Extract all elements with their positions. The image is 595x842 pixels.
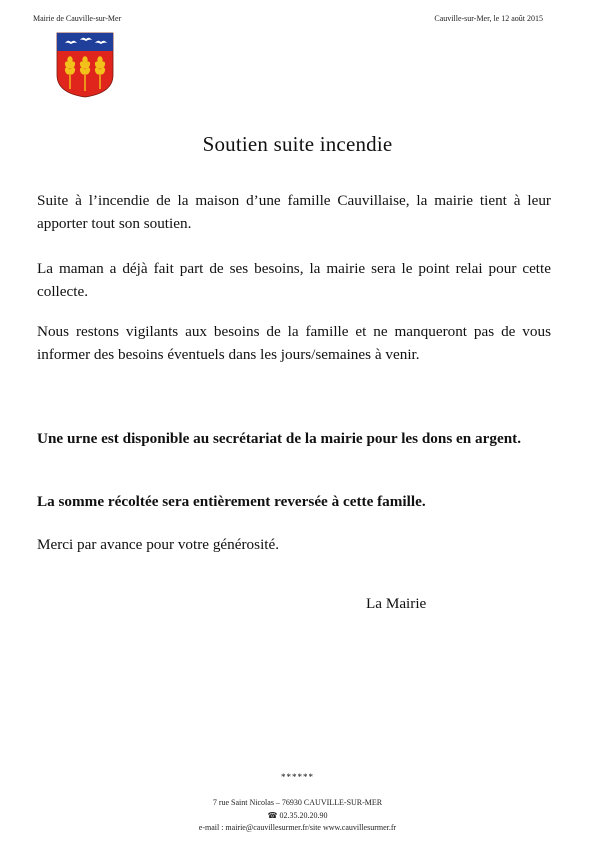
footer-phone-line: [0, 811, 595, 820]
sender-name: Mairie de Cauville-sur-Mer: [33, 14, 122, 23]
paragraph-collection: La maman a déjà fait part de ses besoins, la mairie sera le point relai pour cette collecte.: [37, 260, 551, 300]
footer-phone: 02.35.20.20.90: [279, 811, 328, 820]
place-date: Cauville-sur-Mer, le 12 août 2015: [434, 14, 543, 23]
phone-icon: ☎: [267, 811, 278, 820]
paragraph-thanks: Merci par avance pour votre générosité.: [37, 536, 280, 553]
paragraph-donation-transfer: La somme récoltée sera entièrement reversée à cette famille.: [37, 493, 426, 510]
paragraph-vigilance: Nous restons vigilants aux besoins de la famille et ne manqueront pas de vous informer des besoins éventuels dans les jours/semaines à venir.: [37, 323, 551, 363]
footer-contact: e-mail : mairie@cauvillesurmer.fr/site www.cauvillesurmer.fr: [198, 823, 397, 832]
coat-of-arms-icon: [55, 31, 115, 99]
paragraph-donation-urn: Une urne est disponible au secrétariat de la mairie pour les dons en argent.: [37, 430, 522, 447]
letter-title: Soutien suite incendie: [202, 132, 393, 156]
footer-address: 7 rue Saint Nicolas – 76930 CAUVILLE-SUR-MER: [212, 798, 383, 807]
footer-separator: ******: [281, 772, 314, 782]
paragraph-support: Suite à l’incendie de la maison d’une famille Cauvillaise, la mairie tient à leur apporter tout son soutien.: [37, 192, 551, 232]
signature: La Mairie: [366, 595, 427, 612]
